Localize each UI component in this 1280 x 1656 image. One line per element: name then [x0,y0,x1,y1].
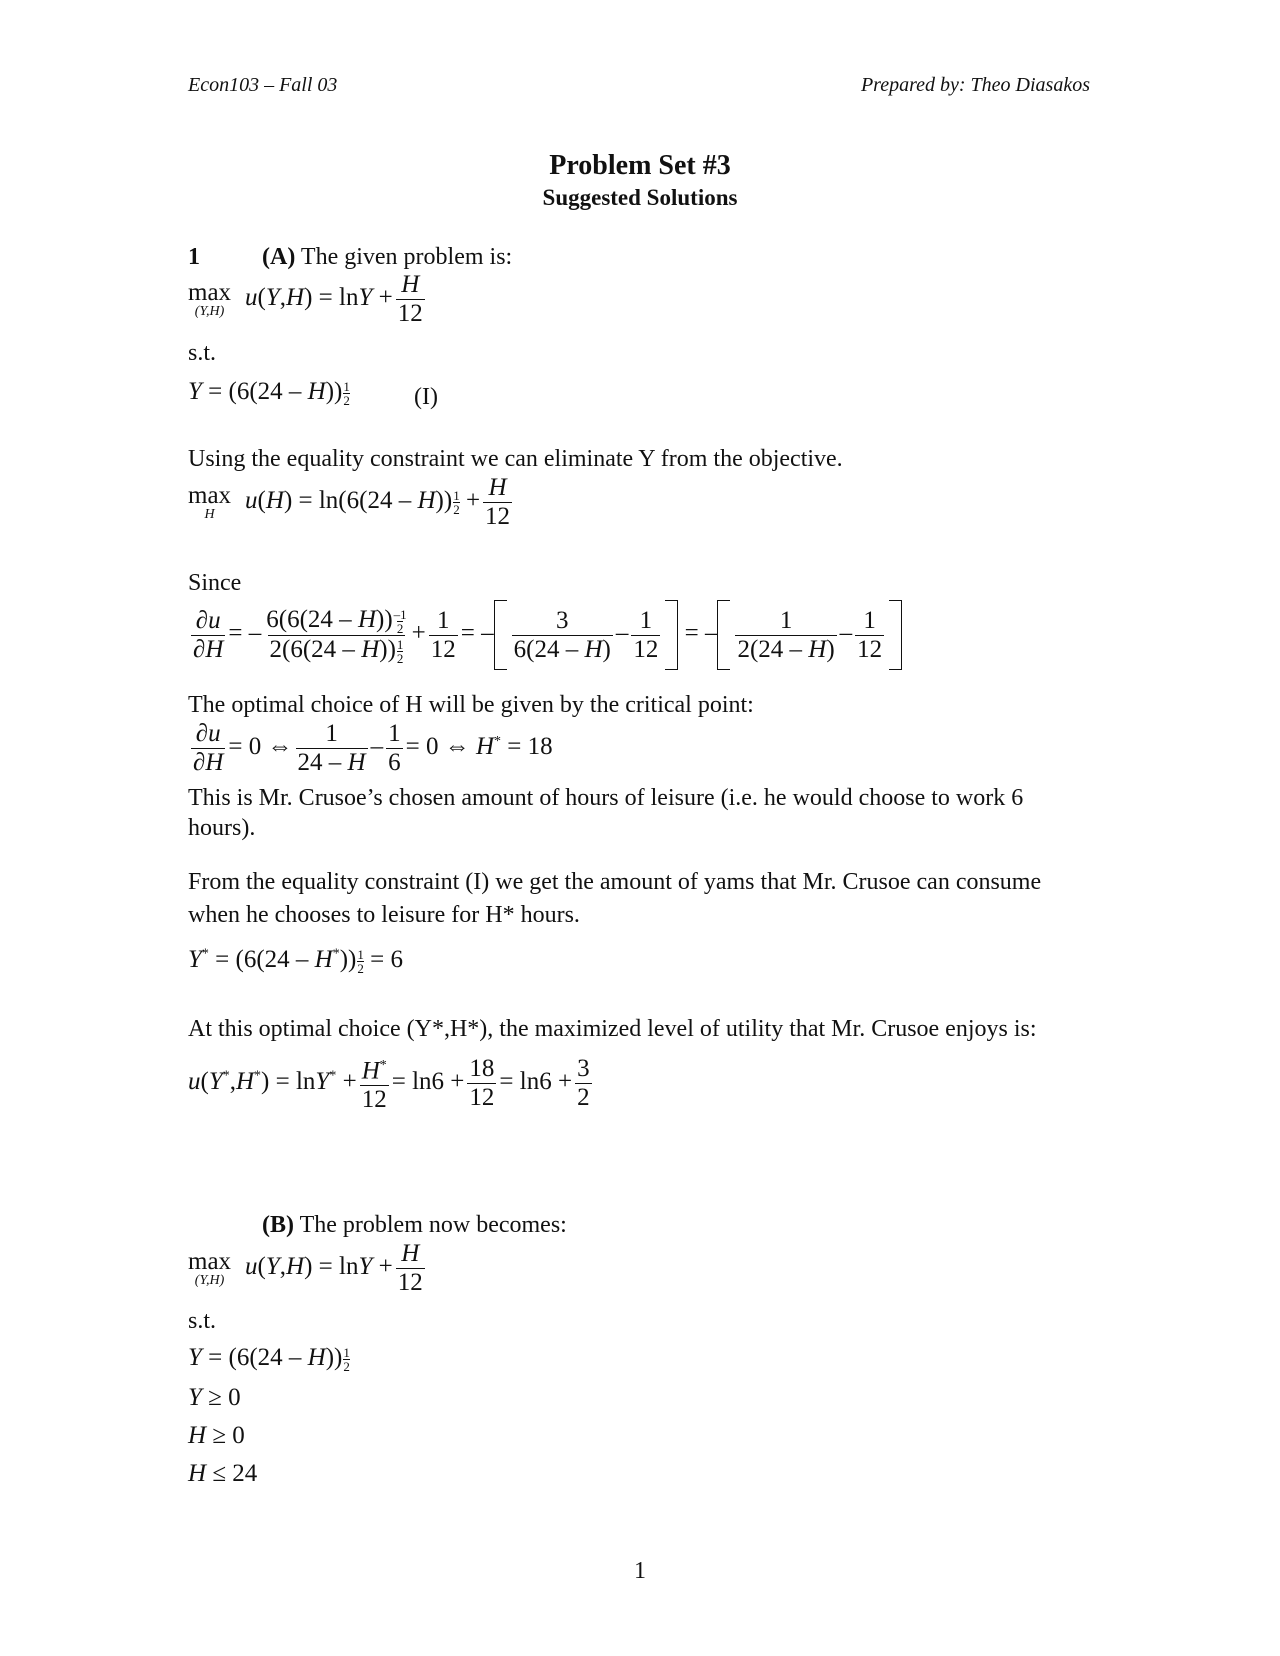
st-label-b: s.t. [188,1308,217,1334]
equation-objective-b: max (Y,H) u(Y,H) = lnY + $\frac{H}{12}$ [188,1240,423,1296]
paragraph-critical-point: The optimal choice of H will be given by the critical point: [188,692,754,718]
equation-y-star: Y* = (6(24 – H*)) $\frac{1}{2}$ = 6 [188,946,403,976]
equation-critical-point: $\frac{\partial u}{\partial H}$ = 0 ⇔ $\frac{1}{24 - H}$ – $\frac{1}{6}$ = 0 ⇔ H* = 18 [193,720,553,776]
equation-tag-i: (I) [414,384,438,410]
part-b-heading: (B) The problem now becomes: [262,1212,567,1238]
equation-objective-a: max (Y,H) u(Y,H) = lnY + $\frac{H}{12}$ [188,271,423,327]
paragraph-leisure-2: hours). [188,815,256,841]
part-a-heading: (A) The given problem is: [262,244,513,270]
equation-max-utility: u(Y*,H*) = lnY* + $\frac{H^*}{12}$ = ln6 + $\frac{18}{12}$ = ln6 + $\frac{3}{2}$ [188,1054,590,1114]
question-number: 1 [188,244,200,270]
paragraph-leisure-1: This is Mr. Crusoe’s chosen amount of hours of leisure (i.e. he would choose to work 6 [188,785,1024,811]
page-number: 1 [634,1558,646,1584]
equation-constraint: Y = (6(24 – H)) $\frac{1}{2}$ [188,378,350,408]
st-label: s.t. [188,340,217,366]
paragraph-yams-1: From the equality constraint (I) we get the amount of yams that Mr. Crusoe can consume [188,869,1042,895]
equation-h-max: H ≤ 24 [188,1460,258,1487]
paragraph-max-utility: At this optimal choice (Y*,H*), the maximized level of utility that Mr. Crusoe enjoys is: [188,1016,1037,1042]
equation-constraint-b: Y = (6(24 – H)) $\frac{1}{2}$ [188,1344,350,1374]
header-course: Econ103 – Fall 03 [188,74,338,96]
page-subtitle: Suggested Solutions [542,185,738,210]
since-label: Since [188,570,242,596]
header-author: Prepared by: Theo Diasakos [860,74,1090,96]
paragraph-eliminate-y: Using the equality constraint we can eliminate Y from the objective. [188,446,843,472]
equation-y-nonneg: Y ≥ 0 [188,1384,241,1411]
equation-reduced-objective: max H u(H) = ln(6(24 – H)) $\frac{1}{2}$ + $\frac{H}{12}$ [188,474,511,530]
equation-h-nonneg: H ≥ 0 [188,1422,245,1449]
equation-derivative: $\frac{\partial u}{\partial H}$ = – 6(6(24 – H)) $\frac{-1}{2}$ 2(6(24 – H)) $\frac{1}{2}$ + $\frac{1}{12}$ = – $\frac{3}{6(24 - H)}$ – $\frac{1}{12}$ = – $\frac{1}{2(24 - H)}$ – $\frac{1}{12}$ [188,600,902,670]
page-title: Problem Set #3 [549,150,731,181]
paragraph-yams-2: when he chooses to leisure for H* hours. [188,902,580,928]
